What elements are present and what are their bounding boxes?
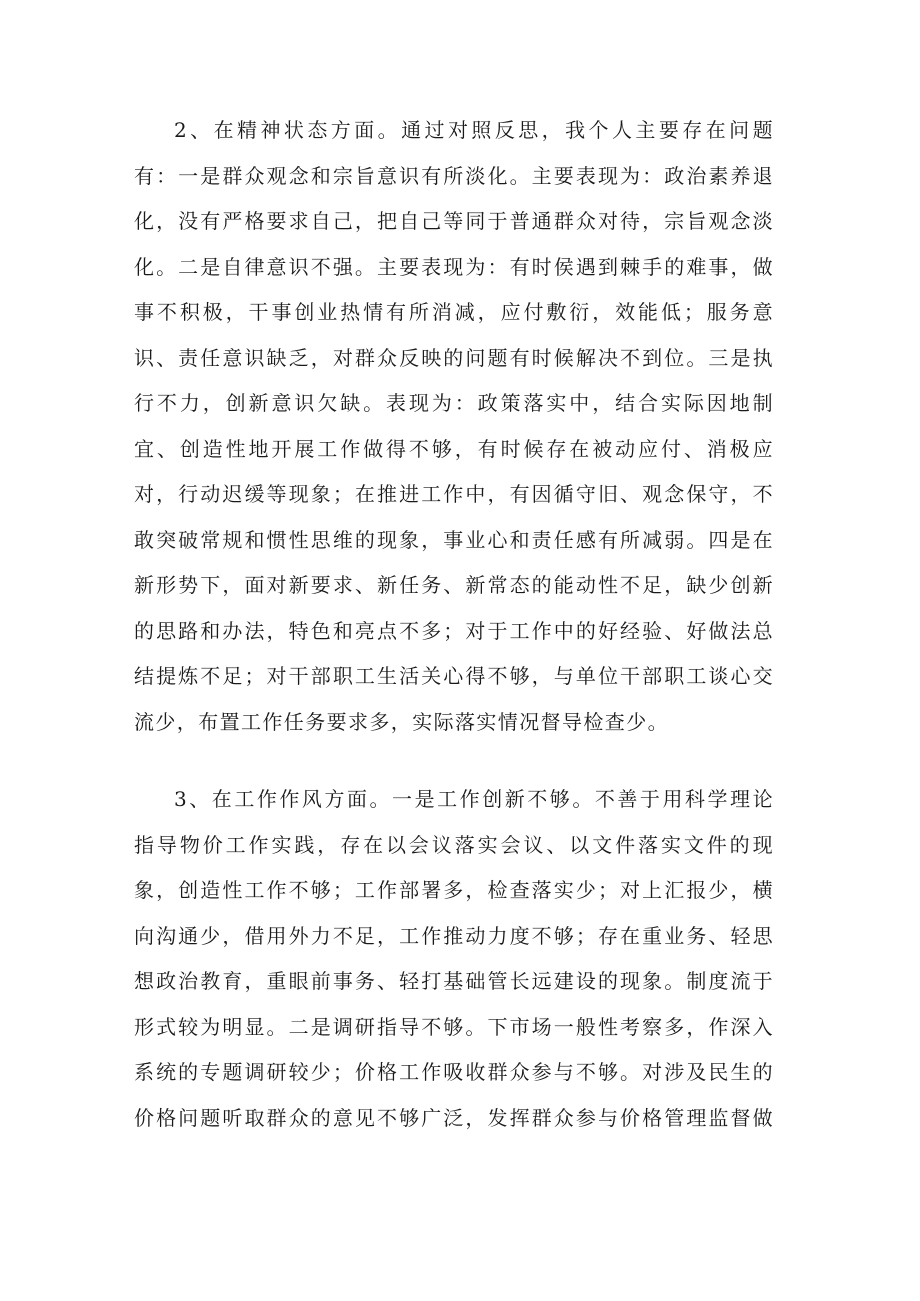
- paragraph-line: 想政治教育，重眼前事务、轻打基础管长远建设的现象。制度流于: [134, 969, 774, 993]
- paragraph-line: 行不力，创新意识欠缺。表现为：政策落实中，结合实际因地制: [134, 391, 774, 415]
- paragraph-line: 象，创造性工作不够；工作部署多，检查落实少；对上汇报少，横: [134, 878, 774, 902]
- paragraph-spirit-state: [134, 108, 774, 745]
- paragraph-work-style: [134, 777, 774, 1141]
- paragraph-line: 宜、创造性地开展工作做得不够，有时候存在被动应付、消极应: [134, 436, 774, 461]
- paragraph-line: 价格问题听取群众的意见不够广泛，发挥群众参与价格管理监督做: [134, 1105, 774, 1130]
- paragraph-line: 事不积极，干事创业热情有所消减，应付敷衍，效能低；服务意: [134, 300, 774, 324]
- paragraph-line: 结提炼不足；对干部职工生活关心得不够，与单位干部职工谈心交: [134, 664, 774, 688]
- paragraph-line: 对，行动迟缓等现象；在推进工作中，有因循守旧、观念保守，不: [134, 482, 774, 506]
- paragraph-line: 流少，布置工作任务要求多，实际落实情况督导检查少。: [134, 709, 669, 734]
- paragraph-line: 2、在精神状态方面。通过对照反思，我个人主要存在问题: [174, 118, 774, 142]
- paragraph-line: 化，没有严格要求自己，把自己等同于普通群众对待，宗旨观念淡: [134, 209, 774, 233]
- paragraph-line: 3、在工作作风方面。一是工作创新不够。不善于用科学理论: [174, 787, 774, 811]
- paragraph-line: 指导物价工作实践，存在以会议落实会议、以文件落实文件的现: [134, 832, 774, 857]
- paragraph-line: 的思路和办法，特色和亮点不多；对于工作中的好经验、好做法总: [134, 618, 774, 643]
- paragraph-line: 形式较为明显。二是调研指导不够。下市场一般性考察多，作深入: [134, 1014, 774, 1039]
- paragraph-line: 有：一是群众观念和宗旨意识有所淡化。主要表现为：政治素养退: [134, 163, 774, 188]
- paragraph-line: 敢突破常规和惯性思维的现象，事业心和责任感有所减弱。四是在: [134, 527, 774, 552]
- paragraph-line: 系统的专题调研较少；价格工作吸收群众参与不够。对涉及民生的: [134, 1060, 774, 1084]
- paragraph-line: 新形势下，面对新要求、新任务、新常态的能动性不足，缺少创新: [134, 573, 774, 597]
- paragraph-line: 向沟通少，借用外力不足，工作推动力度不够；存在重业务、轻思: [134, 923, 774, 948]
- paragraph-line: 化。二是自律意识不强。主要表现为：有时侯遇到棘手的难事，做: [134, 254, 774, 279]
- paragraph-line: 识、责任意识缺乏，对群众反映的问题有时候解决不到位。三是执: [134, 345, 774, 370]
